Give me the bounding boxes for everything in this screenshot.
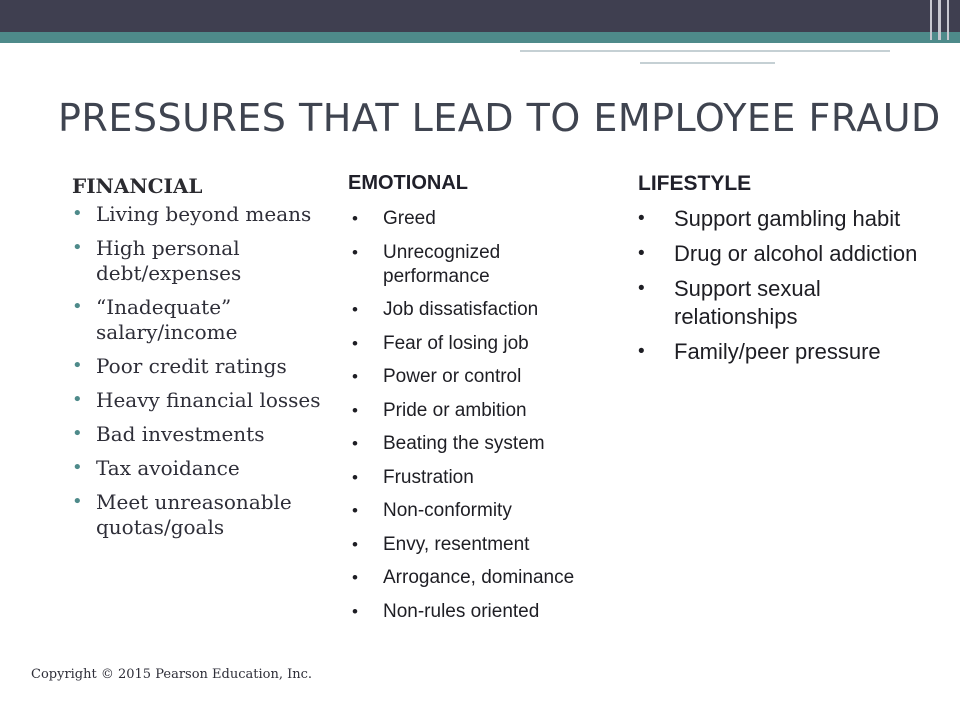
- list-item-text: Non-rules oriented: [383, 600, 540, 622]
- list-item-text: Greed: [383, 208, 436, 229]
- bullet-icon: •: [72, 237, 83, 258]
- bullet-icon: •: [72, 491, 83, 512]
- list-item-text: Job dissatisfaction: [383, 299, 539, 320]
- list-item: [348, 499, 608, 523]
- list-item-text: Non-conformity: [383, 500, 512, 521]
- header-bar-teal: [0, 32, 960, 43]
- bullet-icon: •: [72, 203, 83, 224]
- list-item: [638, 240, 938, 268]
- header-accent-line: [520, 50, 890, 52]
- list-item: [72, 388, 332, 413]
- list-item: [638, 338, 938, 366]
- list-item-text: Support gambling habit: [674, 206, 901, 231]
- list-item-text: Drug or alcohol addiction: [674, 241, 918, 266]
- list-item-text: Support sexual relationships: [674, 276, 821, 329]
- header-vertical-stripe: [930, 0, 932, 40]
- bullet-icon: •: [638, 341, 645, 362]
- list-item: [638, 205, 938, 233]
- list-item: [348, 466, 608, 490]
- bullet-icon: •: [352, 501, 358, 520]
- bullet-icon: •: [638, 208, 645, 229]
- bullet-icon: •: [352, 400, 358, 420]
- bullet-icon: •: [72, 423, 83, 444]
- list-item: [348, 533, 608, 557]
- list-item: [348, 207, 608, 231]
- bullet-icon: •: [638, 278, 645, 299]
- list-item-text: Heavy financial losses: [96, 388, 321, 412]
- list-item: [72, 422, 332, 447]
- header-bar-dark: [0, 0, 960, 32]
- bullet-icon: •: [638, 243, 645, 264]
- financial-heading: FINANCIAL: [72, 174, 203, 198]
- list-item-text: Living beyond means: [96, 202, 312, 226]
- list-item-text: Tax avoidance: [96, 456, 240, 480]
- bullet-icon: •: [72, 457, 83, 478]
- list-item: [638, 275, 938, 331]
- emotional-heading: EMOTIONAL: [348, 172, 468, 194]
- lifestyle-list: [638, 205, 938, 366]
- list-item: [72, 295, 332, 345]
- list-item-text: High personal debt/expenses: [96, 236, 242, 285]
- list-item-text: Meet unreasonable quotas/goals: [96, 490, 292, 539]
- bullet-icon: •: [352, 300, 358, 319]
- list-item: [72, 236, 332, 286]
- header-accent-line-short: [640, 62, 775, 64]
- bullet-icon: •: [72, 389, 83, 410]
- bullet-icon: •: [352, 333, 358, 353]
- list-item: [72, 202, 332, 227]
- list-item: [348, 241, 608, 289]
- slide-title: PRESSURES THAT LEAD TO EMPLOYEE FRAUD: [58, 96, 941, 140]
- bullet-icon: •: [72, 296, 83, 317]
- list-item: [348, 432, 608, 456]
- list-item: [348, 600, 608, 624]
- bullet-icon: •: [352, 601, 358, 621]
- emotional-column: [348, 170, 608, 633]
- bullet-icon: •: [352, 209, 358, 228]
- list-item-text: Fear of losing job: [383, 332, 529, 354]
- list-item-text: Family/peer pressure: [674, 339, 881, 364]
- bullet-icon: •: [352, 242, 358, 262]
- list-item-text: Beating the system: [383, 433, 545, 454]
- list-item-text: Arrogance, dominance: [383, 567, 575, 588]
- list-item: [348, 365, 608, 389]
- header-vertical-stripe: [947, 0, 949, 40]
- list-item-text: Unrecognized performance: [383, 241, 501, 287]
- financial-column: [72, 170, 332, 549]
- list-item: [348, 399, 608, 423]
- list-item: [348, 332, 608, 356]
- list-item: [72, 456, 332, 481]
- list-item: [72, 490, 332, 540]
- list-item-text: “Inadequate” salary/income: [96, 295, 238, 344]
- list-item-text: Pride or ambition: [383, 399, 527, 421]
- lifestyle-column: [638, 170, 938, 373]
- lifestyle-heading: LIFESTYLE: [638, 172, 752, 195]
- list-item: [72, 354, 332, 379]
- emotional-list: [348, 207, 608, 624]
- bullet-icon: •: [352, 434, 358, 453]
- list-item-text: Bad investments: [96, 422, 265, 446]
- bullet-icon: •: [72, 355, 83, 376]
- financial-list: [72, 202, 332, 540]
- header-vertical-stripe: [938, 0, 941, 40]
- bullet-icon: •: [352, 467, 358, 487]
- list-item: [348, 298, 608, 322]
- bullet-icon: •: [352, 367, 358, 386]
- bullet-icon: •: [352, 534, 358, 554]
- list-item-text: Power or control: [383, 366, 522, 387]
- list-item: [348, 566, 608, 590]
- list-item-text: Poor credit ratings: [96, 354, 287, 378]
- bullet-icon: •: [352, 568, 358, 587]
- list-item-text: Envy, resentment: [383, 533, 530, 555]
- copyright-footer: Copyright © 2015 Pearson Education, Inc.: [31, 667, 313, 682]
- list-item-text: Frustration: [383, 466, 474, 488]
